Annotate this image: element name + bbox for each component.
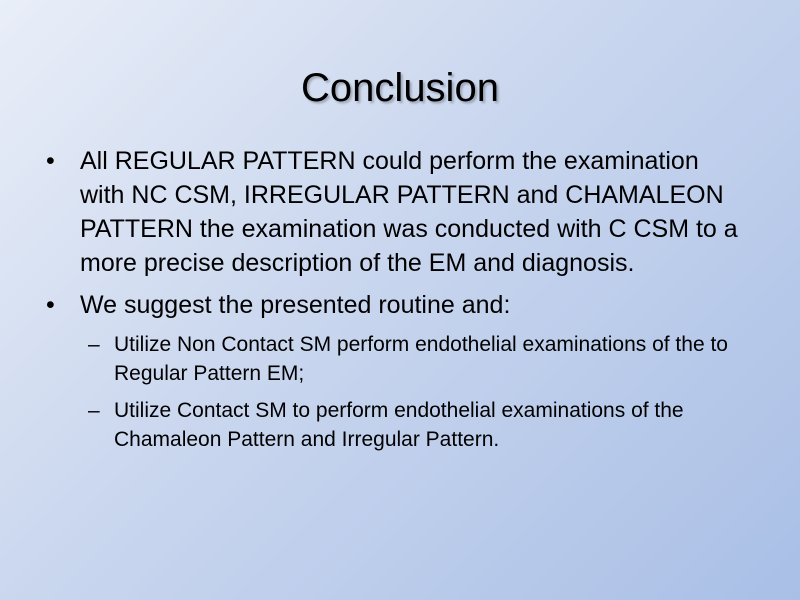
slide-content bbox=[40, 144, 750, 462]
bullet-text: We suggest the presented routine and: bbox=[80, 291, 511, 319]
subbullet-marker: – bbox=[88, 333, 100, 356]
bullet-marker: • bbox=[46, 291, 55, 319]
bullet-marker: • bbox=[46, 147, 55, 175]
subbullet-item bbox=[88, 330, 750, 388]
bullet-item bbox=[40, 144, 750, 280]
bullet-text: All REGULAR PATTERN could perform the examination with NC CSM, IRREGULAR PATTERN and CHAMALEON PATTERN the examination was conducted with C CSM to a more precise description of the EM and diagnosis. bbox=[80, 147, 738, 277]
bullet-item bbox=[40, 288, 750, 322]
subbullet-text: Utilize Contact SM to perform endothelial examinations of the Chamaleon Pattern and Irregular Pattern. bbox=[114, 399, 684, 451]
subbullet-item bbox=[88, 396, 750, 454]
subbullet-text: Utilize Non Contact SM perform endothelial examinations of the to Regular Pattern EM; bbox=[114, 333, 728, 385]
subbullet-marker: – bbox=[88, 399, 100, 422]
slide-title: Conclusion bbox=[301, 66, 499, 110]
subbullet-list bbox=[88, 330, 750, 454]
